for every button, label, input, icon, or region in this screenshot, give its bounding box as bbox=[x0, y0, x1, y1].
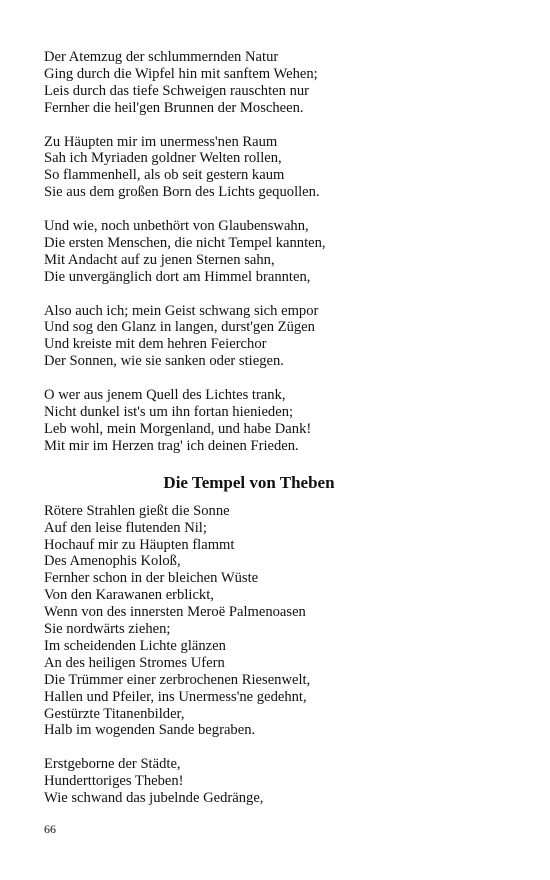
verse-line: Leis durch das tiefe Schweigen rauschten nur bbox=[44, 82, 310, 99]
verse-line: Hunderttoriges Theben! bbox=[44, 773, 184, 790]
verse-line: Von den Karawanen erblickt, bbox=[44, 587, 214, 604]
verse-line: Halb im wogenden Sande begraben. bbox=[44, 722, 256, 739]
verse-line: So flammenhell, als ob seit gestern kaum bbox=[44, 167, 285, 184]
poem-second bbox=[44, 503, 514, 807]
verse-line: Zu Häupten mir im unermess'nen Raum bbox=[44, 133, 278, 150]
stanza bbox=[44, 218, 514, 286]
verse-line: Mit Andacht auf zu jenen Sternen sahn, bbox=[44, 251, 275, 268]
verse-line: Die Trümmer einer zerbrochenen Riesenwelt, bbox=[44, 671, 311, 688]
verse-line: Sah ich Myriaden goldner Welten rollen, bbox=[44, 150, 282, 167]
verse-line: Die ersten Menschen, die nicht Tempel kannten, bbox=[44, 234, 326, 251]
stanza bbox=[44, 49, 514, 117]
stanza bbox=[44, 503, 514, 740]
verse-line: Wenn von des innersten Meroë Palmenoasen bbox=[44, 604, 306, 621]
verse-line: Rötere Strahlen gießt die Sonne bbox=[44, 502, 230, 519]
verse-line: Nicht dunkel ist's um ihn fortan hienieden; bbox=[44, 403, 294, 420]
verse-line: Hallen und Pfeiler, ins Unermess'ne gedehnt, bbox=[44, 688, 307, 705]
verse-line: Des Amenophis Koloß, bbox=[44, 553, 181, 570]
poem-first bbox=[44, 49, 514, 455]
verse-line: Fernher die heil'gen Brunnen der Moscheen. bbox=[44, 99, 304, 116]
page-number: 66 bbox=[44, 822, 56, 836]
verse-line: Mit mir im Herzen trag' ich deinen Frieden. bbox=[44, 437, 299, 454]
verse-line: Sie nordwärts ziehen; bbox=[44, 621, 171, 638]
verse-line: Und kreiste mit dem hehren Feierchor bbox=[44, 336, 267, 353]
verse-line: An des heiligen Stromes Ufern bbox=[44, 654, 225, 671]
verse-line: Ging durch die Wipfel hin mit sanftem Wehen; bbox=[44, 65, 318, 82]
stanza bbox=[44, 303, 514, 371]
verse-line: Fernher schon in der bleichen Wüste bbox=[44, 570, 259, 587]
verse-line: Sie aus dem großen Born des Lichts gequollen. bbox=[44, 184, 320, 201]
verse-line: Der Sonnen, wie sie sanken oder stiegen. bbox=[44, 353, 284, 370]
verse-line: Auf den leise flutenden Nil; bbox=[44, 519, 207, 536]
verse-line: Und wie, noch unbethört von Glaubenswahn, bbox=[44, 218, 309, 235]
verse-line: Die unvergänglich dort am Himmel brannten, bbox=[44, 268, 311, 285]
verse-line: Also auch ich; mein Geist schwang sich empor bbox=[44, 302, 319, 319]
poem-title: Die Tempel von Theben bbox=[163, 472, 335, 492]
stanza bbox=[44, 134, 514, 202]
stanza bbox=[44, 387, 514, 455]
verse-line: Gestürzte Titanenbilder, bbox=[44, 705, 185, 722]
verse-line: Im scheidenden Lichte glänzen bbox=[44, 637, 226, 654]
verse-line: Und sog den Glanz in langen, durst'gen Zügen bbox=[44, 319, 315, 336]
verse-line: Hochauf mir zu Häupten flammt bbox=[44, 536, 235, 553]
verse-line: O wer aus jenem Quell des Lichtes trank, bbox=[44, 387, 286, 404]
page-body bbox=[44, 49, 514, 807]
verse-line: Der Atemzug der schlummernden Natur bbox=[44, 49, 279, 65]
verse-line: Wie schwand das jubelnde Gedränge, bbox=[44, 790, 264, 807]
stanza bbox=[44, 756, 514, 807]
verse-line: Leb wohl, mein Morgenland, und habe Dank! bbox=[44, 420, 312, 437]
verse-line: Erstgeborne der Städte, bbox=[44, 756, 181, 773]
